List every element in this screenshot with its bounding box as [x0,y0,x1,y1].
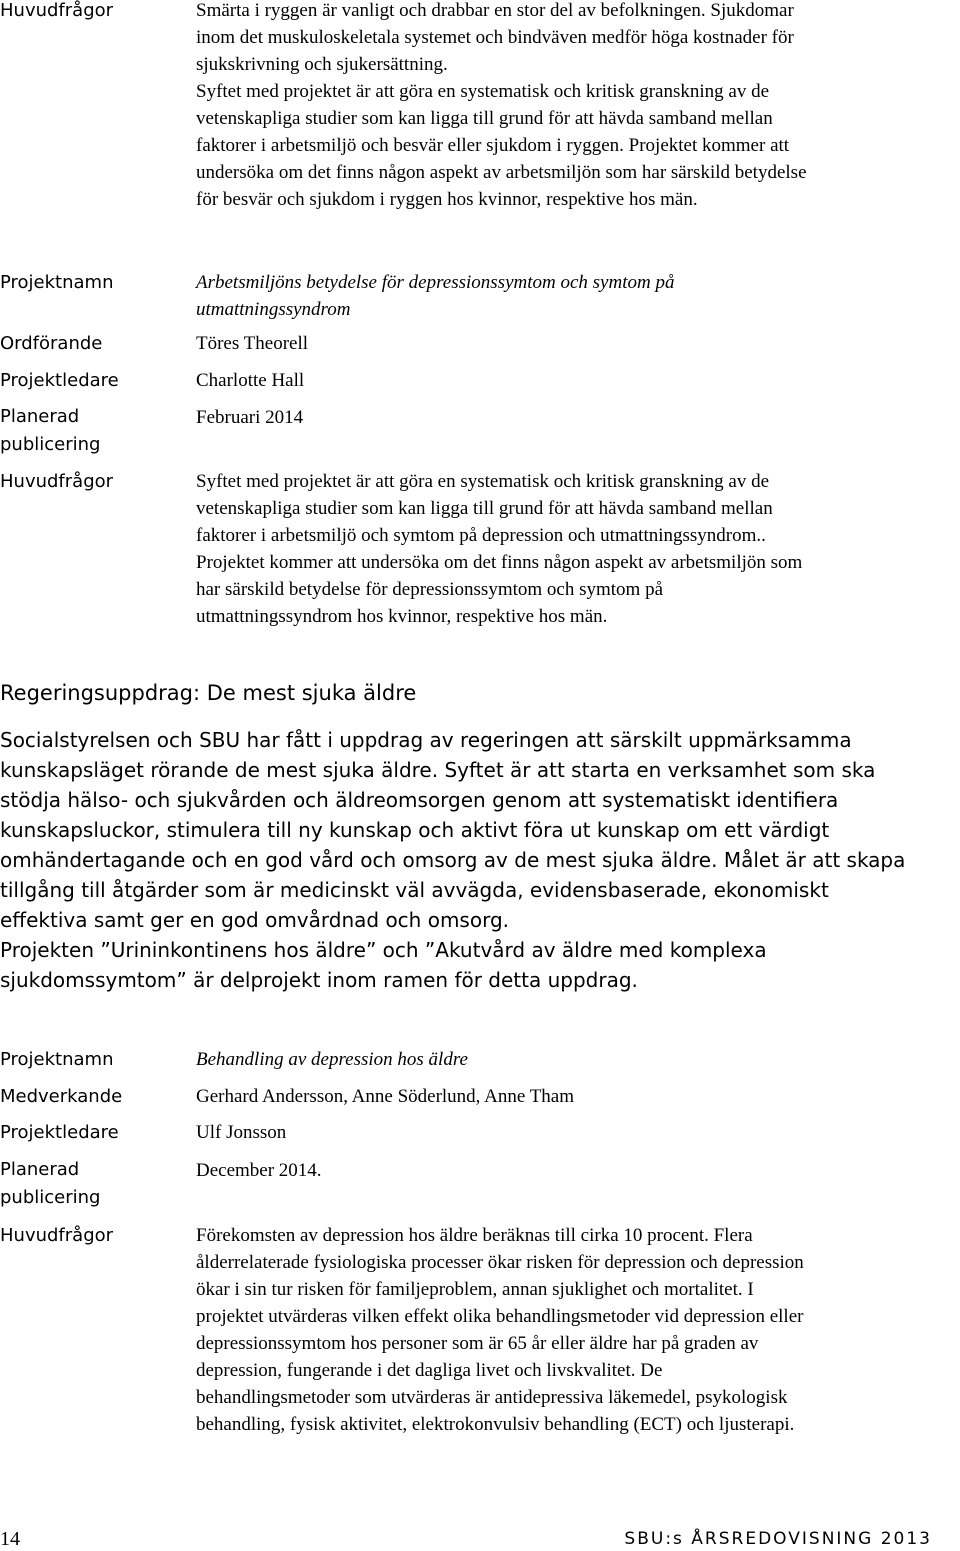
block3-questions-label: Huvudfrågor [0,1225,114,1246]
text-line: sjukskrivning och sjukersättning. [196,54,448,75]
text-line: depression, fungerande i det dagliga livet och livskvalitet. De [196,1360,663,1381]
text-line: ökar i sin tur risken för familjeproblem, annan sjuklighet och mortalitet. I [196,1279,754,1300]
label-line: publicering [0,1187,101,1208]
text-line: behandlingsmetoder som utvärderas är antidepressiva läkemedel, psykologisk [196,1387,788,1408]
text-line: vetenskapliga studier som kan ligga till grund för att hävda samband mellan [196,498,773,519]
block2-leader-label: Projektledare [0,370,119,391]
paragraph-line: tillgång till åtgärder som är medicinskt väl avvägda, evidensbaserade, ekonomiskt [0,878,829,902]
paragraph-line: Projekten ”Urininkontinens hos äldre” och ”Akutvård av äldre med komplexa [0,938,767,962]
text-line: inom det muskuloskeletala systemet och bindväven medför höga kostnader för [196,27,794,48]
block3-leader-label: Projektledare [0,1122,119,1143]
section-paragraph [0,725,960,995]
project-name-line: utmattningssyndrom [196,299,351,320]
block2-questions-text [196,468,916,630]
text-line: faktorer i arbetsmiljö och besvär eller sjukdom i ryggen. Projektet kommer att [196,135,790,156]
block2-chair-label: Ordförande [0,333,103,354]
text-line: Smärta i ryggen är vanligt och drabbar en stor del av befolkningen. Sjukdomar [196,0,794,21]
block3-project-name-label: Projektnamn [0,1049,114,1070]
paragraph-line: kunskapsläget rörande de mest sjuka äldre. Syftet är att starta en verksamhet som ska [0,758,876,782]
block3-questions-text [196,1222,916,1438]
text-line: har särskild betydelse för depressionssymtom och symtom på [196,579,664,600]
label-line: Planerad [0,406,80,427]
block3-planned: December 2014. [196,1160,322,1181]
text-line: vetenskapliga studier som kan ligga till grund för att hävda samband mellan [196,108,773,129]
text-line: för besvär och sjukdom i ryggen hos kvinnor, respektive hos män. [196,189,698,210]
block1-questions-label: Huvudfrågor [0,0,114,21]
text-line: faktorer i arbetsmiljö och symtom på depression och utmattningssyndrom.. [196,525,766,546]
text-line: Projektet kommer att undersöka om det finns någon aspekt av arbetsmiljön som [196,552,803,573]
text-line: utmattningssyndrom hos kvinnor, respektive hos män. [196,606,608,627]
section-heading: Regeringsuppdrag: De mest sjuka äldre [0,681,417,705]
text-line: undersöka om det finns någon aspekt av arbetsmiljön som har särskild betydelse [196,162,807,183]
paragraph-line: sjukdomssymtom” är delprojekt inom ramen för detta uppdrag. [0,968,638,992]
block3-project-name: Behandling av depression hos äldre [196,1049,468,1070]
block3-contributors-label: Medverkande [0,1086,123,1107]
paragraph-line: stödja hälso- och sjukvården och äldreomsorgen genom att systematiskt identifiera [0,788,839,812]
paragraph-line: Socialstyrelsen och SBU har fått i uppdrag av regeringen att särskilt uppmärksamma [0,728,852,752]
label-line: Planerad [0,1159,80,1180]
block3-leader: Ulf Jonsson [196,1122,287,1143]
text-line: projektet utvärderas vilken effekt olika behandlingsmetoder vid depression eller [196,1306,804,1327]
block1-questions-text [196,0,916,213]
block2-planned: Februari 2014 [196,407,304,428]
text-line: behandling, fysisk aktivitet, elektrokonvulsiv behandling (ECT) och ljusterapi. [196,1414,795,1435]
project-name-line: Arbetsmiljöns betydelse för depressionssymtom och symtom på [196,272,675,293]
block2-chair: Töres Theorell [196,333,309,354]
block3-contributors: Gerhard Andersson, Anne Söderlund, Anne Tham [196,1086,575,1107]
block2-project-name-label: Projektnamn [0,272,114,293]
block2-leader: Charlotte Hall [196,370,305,391]
paragraph-line: kunskapsluckor, stimulera till ny kunskap och aktivt föra ut kunskap om ett värdigt [0,818,830,842]
paragraph-line: effektiva samt ger en god omvårdnad och omsorg. [0,908,510,932]
block2-questions-label: Huvudfrågor [0,471,114,492]
page-number: 14 [0,1528,20,1550]
text-line: depressionssymtom hos personer som är 65 år eller äldre har på graden av [196,1333,759,1354]
text-line: Förekomsten av depression hos äldre beräknas till cirka 10 procent. Flera [196,1225,753,1246]
paragraph-line: omhändertagande och en god vård och omsorg av de mest sjuka äldre. Målet är att skapa [0,848,906,872]
text-line: ålderrelaterade fysiologiska processer ökar risken för depression och depression [196,1252,804,1273]
text-line: Syftet med projektet är att göra en systematisk och kritisk granskning av de [196,471,770,492]
text-line: Syftet med projektet är att göra en systematisk och kritisk granskning av de [196,81,770,102]
block3-planned-label [0,1156,185,1212]
publication-footer: SBU:s ÅRSREDOVISNING 2013 [624,1529,932,1549]
label-line: publicering [0,434,101,455]
block2-planned-label [0,403,185,459]
block2-project-name [196,269,916,323]
